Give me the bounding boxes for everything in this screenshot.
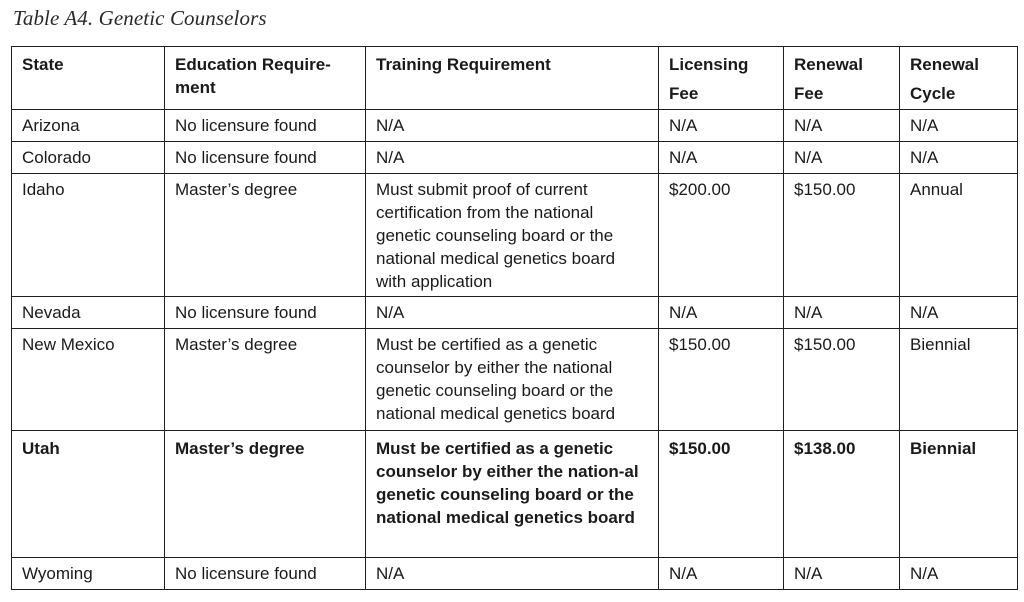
cell-state: Nevada: [12, 297, 165, 329]
table-row: [12, 110, 1018, 142]
cell-renewal-fee: $150.00: [784, 329, 900, 431]
table-row-highlighted: [12, 431, 1018, 558]
cell-renewal-cycle: Biennial: [900, 431, 1018, 558]
cell-training: Must be certified as a genetic counselor by either the national genetic counseling board or the national medical genetics board: [366, 329, 659, 431]
cell-training: Must submit proof of current certification from the national genetic counseling board or the national medical genetics board with application: [366, 174, 659, 297]
cell-renewal-cycle: N/A: [900, 297, 1018, 329]
cell-renewal-cycle: Annual: [900, 174, 1018, 297]
cell-renewal-cycle: N/A: [900, 110, 1018, 142]
cell-education: No licensure found: [165, 297, 366, 329]
cell-renewal-cycle: N/A: [900, 558, 1018, 590]
cell-training: N/A: [366, 110, 659, 142]
cell-education: No licensure found: [165, 142, 366, 174]
cell-renewal-fee: N/A: [784, 110, 900, 142]
header-renewal-fee: Renewal Fee: [784, 47, 900, 110]
table-caption: Table A4. Genetic Counselors: [13, 6, 267, 30]
cell-renewal-cycle: N/A: [900, 142, 1018, 174]
cell-state: Colorado: [12, 142, 165, 174]
cell-training: Must be certified as a genetic counselor by either the nation-al genetic counseling board or the national medical genetics board: [366, 431, 659, 558]
cell-licensing-fee: $150.00: [659, 329, 784, 431]
cell-renewal-cycle: Biennial: [900, 329, 1018, 431]
genetic-counselors-table: [11, 46, 1018, 590]
table-row: [12, 558, 1018, 590]
table-row: [12, 297, 1018, 329]
cell-state: Utah: [12, 431, 165, 558]
cell-licensing-fee: N/A: [659, 558, 784, 590]
cell-state: Idaho: [12, 174, 165, 297]
table-row: [12, 329, 1018, 431]
header-licensing-fee: Licensing Fee: [659, 47, 784, 110]
cell-licensing-fee: N/A: [659, 110, 784, 142]
cell-state: Wyoming: [12, 558, 165, 590]
cell-training: N/A: [366, 142, 659, 174]
table-row: [12, 174, 1018, 297]
header-state: State: [12, 47, 165, 110]
table-header-row: [12, 47, 1018, 110]
cell-licensing-fee: $150.00: [659, 431, 784, 558]
cell-education: No licensure found: [165, 110, 366, 142]
cell-renewal-fee: N/A: [784, 297, 900, 329]
cell-training: N/A: [366, 558, 659, 590]
cell-licensing-fee: $200.00: [659, 174, 784, 297]
cell-training: N/A: [366, 297, 659, 329]
cell-education: Master’s degree: [165, 431, 366, 558]
cell-state: Arizona: [12, 110, 165, 142]
cell-licensing-fee: N/A: [659, 142, 784, 174]
header-training: Training Requirement: [366, 47, 659, 110]
cell-renewal-fee: $138.00: [784, 431, 900, 558]
cell-renewal-fee: N/A: [784, 558, 900, 590]
cell-education: Master’s degree: [165, 329, 366, 431]
header-renewal-cycle: Renewal Cycle: [900, 47, 1018, 110]
cell-education: No licensure found: [165, 558, 366, 590]
cell-renewal-fee: N/A: [784, 142, 900, 174]
cell-education: Master’s degree: [165, 174, 366, 297]
cell-licensing-fee: N/A: [659, 297, 784, 329]
header-education: Education Require-ment: [165, 47, 366, 110]
cell-state: New Mexico: [12, 329, 165, 431]
table-row: [12, 142, 1018, 174]
cell-renewal-fee: $150.00: [784, 174, 900, 297]
